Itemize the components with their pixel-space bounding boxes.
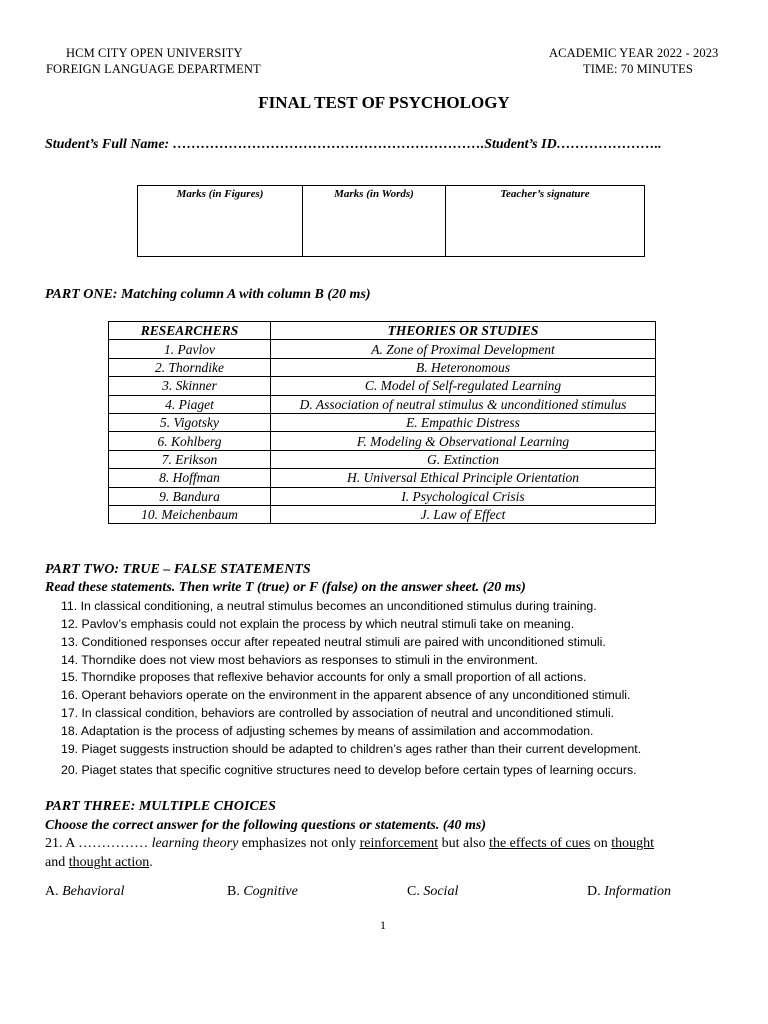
time-limit: TIME: 70 MINUTES <box>583 62 693 76</box>
table-row <box>109 469 656 487</box>
option-c <box>407 884 458 900</box>
theory-cell: G. Extinction <box>271 450 656 468</box>
underlined-term: the effects of cues <box>489 836 591 851</box>
statement-item: 14. Thorndike does not view most behaviors as responses to stimuli in the environment. <box>61 653 538 667</box>
option-text: Information <box>604 884 672 899</box>
table-row <box>109 340 656 358</box>
statement-item: 17. In classical condition, behaviors are controlled by association of neutral and unconditioned stimuli. <box>61 706 614 720</box>
university-name: HCM CITY OPEN UNIVERSITY <box>66 46 243 60</box>
marks-table <box>137 185 645 257</box>
matching-table <box>108 321 656 524</box>
statement-item: 20. Piaget states that specific cognitive structures need to develop before certain types of learning occurs. <box>61 763 637 777</box>
statement-item: 18. Adaptation is the process of adjusting schemes by means of assimilation and accommodation. <box>61 724 594 738</box>
underlined-term: reinforcement <box>359 836 439 851</box>
theory-cell: E. Empathic Distress <box>271 413 656 431</box>
table-row <box>109 450 656 468</box>
theory-cell: A. Zone of Proximal Development <box>271 340 656 358</box>
teacher-signature-header: Teacher’s signature <box>446 186 645 257</box>
page-number: 1 <box>380 918 386 932</box>
part-two-instruction: Read these statements. Then write T (true) or F (false) on the answer sheet. (20 ms) <box>45 580 526 595</box>
department-name: FOREIGN LANGUAGE DEPARTMENT <box>46 62 261 76</box>
theory-cell: H. Universal Ethical Principle Orientation <box>271 469 656 487</box>
statement-item: 15. Thorndike proposes that reflexive behavior accounts for only a small proportion of all actions. <box>61 670 587 684</box>
theory-cell: I. Psychological Crisis <box>271 487 656 505</box>
statement-item: 12. Pavlov’s emphasis could not explain the process by which neutral stimuli take on meaning. <box>61 617 575 631</box>
table-row <box>109 358 656 376</box>
option-text: Social <box>423 884 459 899</box>
statement-item: 11. In classical conditioning, a neutral stimulus becomes an unconditioned stimulus during training. <box>61 599 597 613</box>
option-a <box>45 884 124 900</box>
researcher-cell: 6. Kohlberg <box>109 432 271 450</box>
table-row <box>109 487 656 505</box>
theories-header: THEORIES OR STUDIES <box>271 322 656 340</box>
theory-cell: B. Heteronomous <box>271 358 656 376</box>
question-text: and <box>45 855 69 870</box>
researcher-cell: 3. Skinner <box>109 377 271 395</box>
theory-cell: D. Association of neutral stimulus & unconditioned stimulus <box>271 395 656 413</box>
statement-item: 16. Operant behaviors operate on the environment in the apparent absence of any unconditioned stimuli. <box>61 688 631 702</box>
marks-figures-header: Marks (in Figures) <box>138 186 303 257</box>
part-three-instruction: Choose the correct answer for the following questions or statements. (40 ms) <box>45 818 487 833</box>
page-title: FINAL TEST OF PSYCHOLOGY <box>258 93 510 112</box>
table-row <box>109 413 656 431</box>
statement-item: 13. Conditioned responses occur after repeated neutral stimuli are paired with unconditioned stimuli. <box>61 635 606 649</box>
underlined-term: thought <box>611 836 655 851</box>
option-letter: A. <box>45 884 63 899</box>
marks-words-header: Marks (in Words) <box>303 186 446 257</box>
option-b <box>227 884 298 900</box>
question-term: learning theory <box>151 836 239 851</box>
question-text: on <box>590 836 612 851</box>
researcher-cell: 8. Hoffman <box>109 469 271 487</box>
researcher-cell: 10. Meichenbaum <box>109 505 271 523</box>
answer-blank: …………… <box>78 836 149 851</box>
researcher-cell: 7. Erikson <box>109 450 271 468</box>
question-text: but also <box>438 836 490 851</box>
option-letter: B. <box>227 884 244 899</box>
option-letter: D. <box>587 884 605 899</box>
statement-item: 19. Piaget suggests instruction should be adapted to children’s ages rather than their current development. <box>61 742 642 756</box>
researcher-cell: 1. Pavlov <box>109 340 271 358</box>
table-row <box>109 432 656 450</box>
question-text: emphasizes not only <box>238 836 360 851</box>
option-letter: C. <box>407 884 424 899</box>
theory-cell: F. Modeling & Observational Learning <box>271 432 656 450</box>
student-line: Student’s Full Name: ………………………………………………………….Student’s ID………………….. <box>45 137 662 152</box>
table-row <box>109 395 656 413</box>
question-text: . <box>149 855 153 870</box>
researcher-cell: 2. Thorndike <box>109 358 271 376</box>
table-row <box>109 505 656 523</box>
part-three-heading: PART THREE: MULTIPLE CHOICES <box>45 799 276 814</box>
question-21 <box>45 836 654 852</box>
question-21-continued <box>45 855 153 871</box>
option-text: Cognitive <box>243 884 298 899</box>
researcher-cell: 9. Bandura <box>109 487 271 505</box>
question-number: 21. A <box>45 836 79 851</box>
option-text: Behavioral <box>62 884 125 899</box>
researcher-cell: 5. Vigotsky <box>109 413 271 431</box>
theory-cell: C. Model of Self-regulated Learning <box>271 377 656 395</box>
researchers-header: RESEARCHERS <box>109 322 271 340</box>
part-one-heading: PART ONE: Matching column A with column B (20 ms) <box>45 287 371 302</box>
option-d <box>587 884 671 900</box>
academic-year: ACADEMIC YEAR 2022 - 2023 <box>549 46 719 60</box>
part-two-heading: PART TWO: TRUE – FALSE STATEMENTS <box>45 562 311 577</box>
table-row <box>109 377 656 395</box>
researcher-cell: 4. Piaget <box>109 395 271 413</box>
theory-cell: J. Law of Effect <box>271 505 656 523</box>
underlined-term: thought action <box>68 855 150 870</box>
